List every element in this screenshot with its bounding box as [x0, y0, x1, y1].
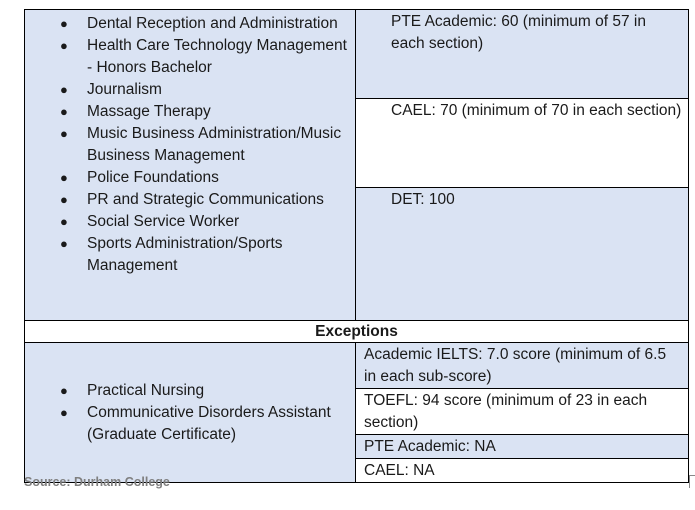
bullet-icon: ● [60, 382, 68, 398]
requirement-cell-cael [356, 99, 689, 188]
bullet-icon: ● [60, 104, 68, 119]
course-name: Journalism [87, 81, 162, 98]
exceptions-course-list [25, 380, 355, 446]
list-item [49, 380, 351, 402]
requirement-cell-toefl [356, 389, 689, 435]
list-item [49, 167, 351, 189]
exceptions-course-cell [25, 343, 356, 483]
list-item [49, 211, 351, 233]
course-name: Sports Administration/Sports Management [87, 235, 283, 274]
requirement-cell-det [356, 188, 689, 321]
course-list-cell [25, 10, 356, 321]
list-item [49, 35, 351, 79]
bullet-icon: ● [60, 82, 68, 97]
requirement-text: PTE Academic: 60 (minimum of 57 in each section) [391, 13, 646, 52]
bullet-icon: ● [60, 236, 68, 251]
list-item [49, 101, 351, 123]
list-item [49, 402, 351, 446]
course-name: Practical Nursing [87, 381, 205, 399]
source-caption: Source: Durham College [24, 475, 170, 489]
list-item [49, 79, 351, 101]
requirements-table [24, 9, 689, 483]
requirement-cell-pte [356, 10, 689, 99]
list-item [49, 123, 351, 167]
requirement-text: Academic IELTS: 7.0 score (minimum of 6.5 in each sub-score) [364, 346, 667, 385]
list-item [49, 13, 351, 35]
bullet-icon: ● [60, 16, 68, 31]
course-list [25, 10, 355, 277]
bullet-icon: ● [60, 214, 68, 229]
bullet-icon: ● [60, 126, 68, 141]
course-name: PR and Strategic Communications [87, 191, 324, 208]
requirement-text: CAEL: 70 (minimum of 70 in each section) [391, 102, 682, 119]
list-item [49, 233, 351, 277]
course-name: Massage Therapy [87, 103, 211, 120]
requirement-cell-pte-na [356, 435, 689, 459]
bullet-icon: ● [60, 170, 68, 185]
course-name: Police Foundations [87, 169, 219, 186]
bullet-icon: ● [60, 38, 68, 53]
list-item [49, 189, 351, 211]
course-name: Social Service Worker [87, 213, 240, 230]
bullet-icon: ● [60, 192, 68, 207]
exceptions-header: Exceptions [25, 321, 689, 343]
bullet-icon: ● [60, 404, 68, 420]
course-name: Health Care Technology Management - Honors Bachelor [87, 37, 347, 76]
course-name: Communicative Disorders Assistant (Graduate Certificate) [87, 403, 331, 443]
requirement-text: TOEFL: 94 score (minimum of 23 in each section) [364, 392, 648, 431]
text-boundary-marker [689, 475, 695, 488]
requirement-cell-cael-na [356, 459, 689, 483]
course-name: Music Business Administration/Music Business Management [87, 125, 342, 164]
course-name: Dental Reception and Administration [87, 15, 338, 32]
requirement-text: PTE Academic: NA [364, 438, 496, 455]
requirement-text: DET: 100 [391, 191, 455, 208]
requirement-text: CAEL: NA [364, 462, 435, 479]
requirement-cell-ielts [356, 343, 689, 389]
